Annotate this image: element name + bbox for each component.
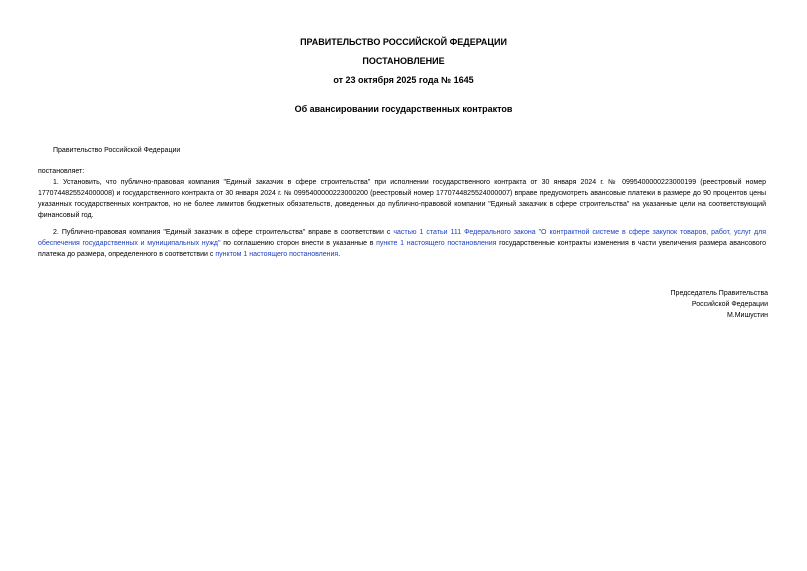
paragraph-2 <box>38 227 766 260</box>
signature-country: Российской Федерации <box>691 301 768 308</box>
signature-position: Председатель Правительства <box>670 290 768 297</box>
paragraph-2-text-3: государственные контракты изменения в части увеличения размера авансового платежа до размера, определенного в соответствии с <box>38 240 766 258</box>
document-type-heading: ПОСТАНОВЛЕНИЕ <box>362 56 445 66</box>
document-date: от 23 октября 2025 года № 1645 <box>333 75 474 85</box>
government-heading: ПРАВИТЕЛЬСТВО РОССИЙСКОЙ ФЕДЕРАЦИИ <box>300 37 507 47</box>
paragraph-2-text-1: 2. Публично-правовая компания "Единый заказчик в сфере строительства" вправе в соответствии с <box>53 229 394 236</box>
paragraph-1: 1. Установить, что публично-правовая компания "Единый заказчик в сфере строительства" при исполнении государственного контракта от 30 января 2024 г. № 0995400000223000199 (реестровый номер 1770744825524000008) и государственного контракта от 30 января 2024 г. № 0995400000223000200 (реестровый номер 1770744825524000007) вправе предусмотреть авансовые платежи в размере до 90 процентов цены указанных государственных контрактов, но не более лимитов бюджетных обязательств, доведенных до публично-правовой компании "Единый заказчик в сфере строительства" на указанные цели на соответствующий финансовый год. <box>38 179 766 219</box>
clause-1-link-second[interactable]: пунктом 1 настоящего постановления <box>215 251 339 258</box>
signature-block <box>671 288 768 321</box>
signature-name: М.Мишустин <box>726 312 768 319</box>
clause-1-link[interactable]: пункте 1 настоящего постановления <box>376 240 497 247</box>
intro-text: Правительство Российской Федерации <box>53 147 181 154</box>
document-title: Об авансировании государственных контрактов <box>294 104 513 114</box>
paragraph-2-text-4: . <box>338 251 341 258</box>
paragraph-2-text-2: по соглашению сторон внести в указанные в <box>220 240 377 247</box>
resolves-text: постановляет: <box>38 168 85 175</box>
law-article-link[interactable]: частью 1 статьи 111 Федерального закона "О контрактной системе в сфере закупок товаров, работ, услуг для обеспечения государственных и муниципальных нужд" <box>38 229 766 247</box>
